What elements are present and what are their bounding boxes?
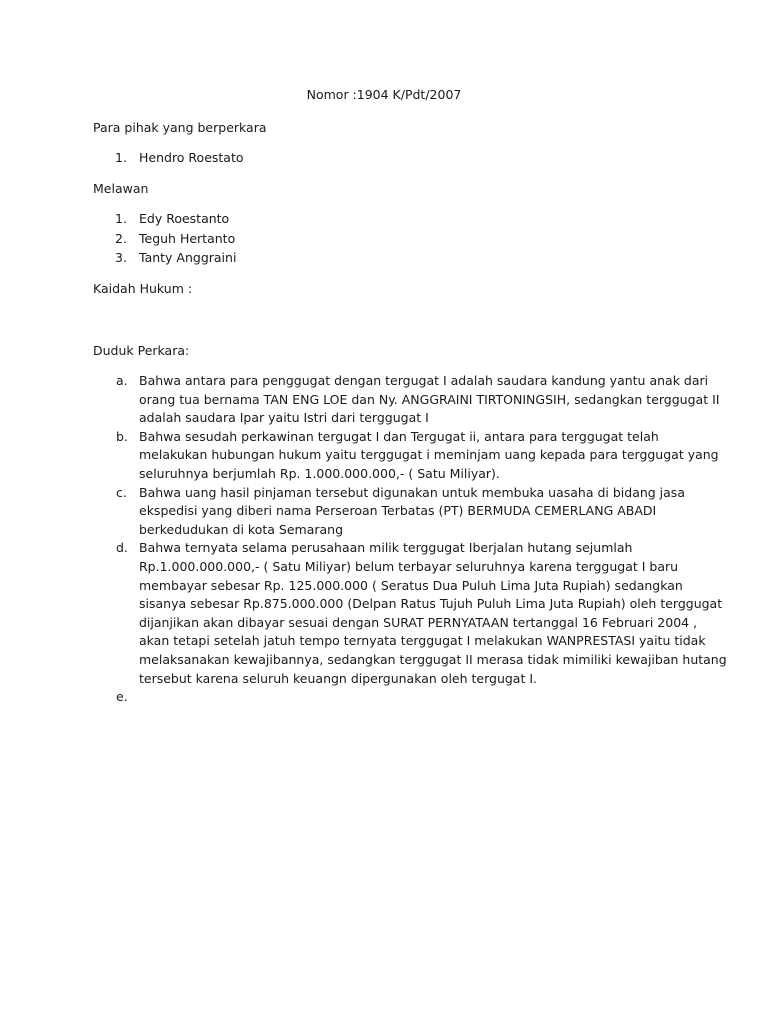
defendant-name: Tanty Anggraini [139, 250, 237, 265]
list-marker: d. [116, 540, 128, 556]
point-text-line: tersebut karena seluruh keuangn dipergunakan oleh tergugat I. [139, 670, 537, 686]
list-marker: a. [116, 373, 128, 388]
list-marker: e. [116, 689, 128, 705]
point-text-line: ekspedisi yang diberi nama Perseroan Terbatas (PT) BERMUDA CEMERLANG ABADI [139, 503, 657, 519]
plaintiff-name: Hendro Roestato [139, 150, 244, 165]
parties-heading: Para pihak yang berperkara [93, 120, 267, 135]
case-point [116, 484, 685, 540]
defendant-item [115, 209, 236, 229]
point-text-line: sisanya sebesar Rp.875.000.000 (Delpan Ratus Tujuh Puluh Lima Juta Rupiah) oleh terggugat [139, 596, 723, 612]
list-marker: 2. [115, 230, 127, 246]
point-text-line: akan tetapi setelah jatuh tempo ternyata terggugat I melakukan WANPRESTASI yaitu tidak [139, 633, 706, 649]
document-title: Nomor :1904 K/Pdt/2007 [306, 87, 462, 102]
list-marker: 1. [115, 211, 127, 226]
case-point [116, 688, 676, 707]
point-text-line: melakukan hubungan hukum yaitu terggugat i meminjam uang kepada para terggugat yang [139, 447, 719, 463]
point-text-line: Bahwa sesudah perkawinan tergugat I dan Tergugat ii, antara para terggugat telah [139, 428, 659, 444]
point-text-line: Bahwa ternyata selama perusahaan milik terggugat Iberjalan hutang sejumlah [139, 540, 633, 556]
point-text-line: dijanjikan akan dibayar sesuai dengan SURAT PERNYATAAN tertanggal 16 Februari 2004 , [139, 614, 698, 630]
plaintiff-list [115, 148, 244, 168]
point-text-line: berkedudukan di kota Semarang [139, 521, 344, 537]
point-text-line: melaksanakan kewajibannya, sedangkan terggugat II merasa tidak mimiliki kewajiban hutang [139, 651, 727, 667]
list-marker: b. [116, 428, 128, 444]
case-point [116, 428, 719, 484]
point-text-line: seluruhnya berjumlah Rp. 1.000.000.000,- ( Satu Miliyar). [139, 465, 500, 481]
list-marker: 3. [115, 250, 127, 265]
case-point [116, 372, 720, 428]
case-points-list [116, 372, 727, 707]
point-text-line: Bahwa uang hasil pinjaman tersebut digunakan untuk membuka uasaha di bidang jasa [139, 484, 685, 500]
defendant-item [115, 248, 236, 268]
versus-label: Melawan [93, 181, 149, 196]
list-marker: 1. [115, 150, 127, 165]
defendant-name: Teguh Hertanto [139, 230, 236, 246]
point-text-line [139, 688, 676, 707]
defendant-name: Edy Roestanto [139, 211, 230, 226]
point-text-line: orang tua bernama TAN ENG LOE dan Ny. ANGGRAINI TIRTONINGSIH, sedangkan terggugat II [139, 391, 720, 407]
case-point [116, 539, 727, 688]
list-marker: c. [116, 484, 127, 500]
duduk-heading: Duduk Perkara: [93, 343, 190, 358]
defendant-item [115, 229, 236, 249]
kaidah-heading: Kaidah Hukum : [93, 281, 193, 296]
point-text-line: Rp.1.000.000.000,- ( Satu Miliyar) belum terbayar seluruhnya karena terggugat I baru [139, 558, 679, 574]
point-text-line: adalah saudara Ipar yaitu Istri dari terggugat I [139, 410, 429, 426]
point-text-line: membayar sebesar Rp. 125.000.000 ( Seratus Dua Puluh Lima Juta Rupiah) sedangkan [139, 577, 683, 593]
plaintiff-item [115, 148, 244, 168]
point-text-line: Bahwa antara para penggugat dengan tergugat I adalah saudara kandung yantu anak dari [139, 373, 709, 388]
defendant-list [115, 209, 236, 268]
